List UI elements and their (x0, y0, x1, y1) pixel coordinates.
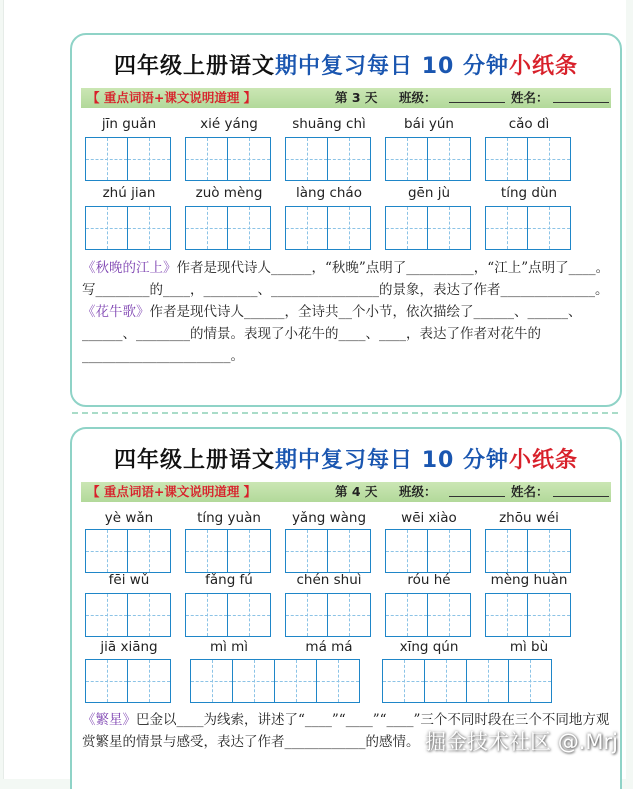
grid-cell[interactable] (286, 207, 328, 249)
grid-cell[interactable] (428, 138, 470, 180)
pinyin-label: má má (305, 639, 353, 655)
grid-cell[interactable] (228, 138, 270, 180)
title-grade: 四年级上册语文 (114, 54, 276, 79)
pinyin-label: yǎng wàng (291, 510, 367, 526)
grid-cell[interactable] (486, 138, 528, 180)
grid-cell[interactable] (86, 660, 128, 702)
pinyin-label: fēi wǔ (108, 572, 150, 588)
grid-cell[interactable] (386, 530, 428, 572)
pinyin-label: shuāng chì (292, 116, 366, 132)
card-title (72, 49, 620, 80)
writing-grid[interactable] (285, 593, 371, 637)
pinyin-label: jīn guǎn (101, 116, 157, 132)
grid-cell[interactable] (86, 207, 128, 249)
writing-grid[interactable] (485, 137, 571, 181)
grid-cell[interactable] (317, 660, 359, 702)
pinyin-label: wēi xiào (401, 510, 457, 526)
grid-cell[interactable] (386, 594, 428, 636)
title-note: 小纸条 (508, 448, 578, 473)
grid-cell[interactable] (86, 138, 128, 180)
grid-cell[interactable] (128, 530, 170, 572)
pinyin-label: gēn jù (407, 185, 451, 201)
banner-name-label: 姓名： (511, 484, 549, 499)
writing-grid[interactable] (185, 593, 271, 637)
writing-grid[interactable] (185, 137, 271, 181)
grid-cell[interactable] (486, 207, 528, 249)
name-blank[interactable] (553, 102, 609, 103)
writing-grid[interactable] (85, 206, 171, 250)
pinyin-label: tíng dùn (500, 185, 558, 201)
grid-cell[interactable] (428, 207, 470, 249)
writing-grid[interactable] (385, 137, 471, 181)
grid-cell[interactable] (128, 207, 170, 249)
grid-cell[interactable] (228, 594, 270, 636)
grid-cell[interactable] (286, 594, 328, 636)
grid-cell[interactable] (486, 594, 528, 636)
grid-cell[interactable] (509, 660, 551, 702)
card-banner (81, 88, 611, 108)
banner-tag: 【 重点词语+课文说明道理 】 (87, 484, 257, 499)
name-blank[interactable] (553, 496, 609, 497)
pinyin-label: fǎng fú (205, 572, 253, 588)
grid-cell[interactable] (528, 138, 570, 180)
grid-cell[interactable] (275, 660, 317, 702)
pinyin-label: bái yún (404, 116, 454, 132)
grid-cell[interactable] (425, 660, 467, 702)
writing-grid[interactable] (385, 529, 471, 573)
writing-grid[interactable] (485, 206, 571, 250)
grid-cell[interactable] (186, 530, 228, 572)
grid-cell[interactable] (228, 530, 270, 572)
writing-grid[interactable] (190, 659, 360, 703)
grid-cell[interactable] (328, 207, 370, 249)
class-blank[interactable] (449, 102, 505, 103)
writing-grid[interactable] (385, 593, 471, 637)
grid-cell[interactable] (128, 138, 170, 180)
grid-cell[interactable] (128, 660, 170, 702)
title-grade: 四年级上册语文 (114, 448, 276, 473)
grid-cell[interactable] (328, 594, 370, 636)
grid-cell[interactable] (86, 594, 128, 636)
writing-grid[interactable] (185, 529, 271, 573)
pinyin-label: zhú jian (102, 185, 156, 201)
grid-cell[interactable] (528, 594, 570, 636)
banner-name-label: 姓名： (511, 90, 549, 105)
writing-grid[interactable] (285, 206, 371, 250)
pinyin-label: cǎo dì (508, 116, 550, 132)
book-title: 《繁星》 (82, 712, 136, 728)
grid-cell[interactable] (186, 138, 228, 180)
grid-cell[interactable] (286, 138, 328, 180)
grid-cell[interactable] (328, 530, 370, 572)
writing-grid[interactable] (85, 659, 171, 703)
banner-class-label: 班级： (399, 90, 437, 105)
writing-grid[interactable] (285, 529, 371, 573)
grid-cell[interactable] (386, 207, 428, 249)
writing-grid[interactable] (85, 137, 171, 181)
writing-grid[interactable] (85, 529, 171, 573)
pinyin-label: róu hé (407, 572, 451, 588)
exercise-paragraph (82, 301, 612, 367)
writing-grid[interactable] (85, 593, 171, 637)
pinyin-label: mì bù (509, 639, 549, 655)
writing-grid[interactable] (485, 593, 571, 637)
writing-grid[interactable] (385, 206, 471, 250)
grid-cell[interactable] (383, 660, 425, 702)
grid-cell[interactable] (86, 530, 128, 572)
pinyin-label: làng cháo (296, 185, 362, 201)
grid-cell[interactable] (428, 530, 470, 572)
pinyin-label: mèng huàn (490, 572, 568, 588)
pinyin-label: tíng yuàn (197, 510, 261, 526)
banner-day: 第 4 天 (335, 484, 378, 499)
grid-cell[interactable] (386, 138, 428, 180)
title-note: 小纸条 (508, 54, 578, 79)
grid-cell[interactable] (528, 207, 570, 249)
grid-cell[interactable] (186, 594, 228, 636)
title-review: 期中复习每日 10 分钟 (275, 54, 509, 79)
book-title: 《花牛歌》 (82, 304, 150, 320)
writing-grid[interactable] (485, 529, 571, 573)
pinyin-label: mì mì (209, 639, 249, 655)
pinyin-label: jiā xiāng (100, 639, 158, 655)
banner-tag: 【 重点词语+课文说明道理 】 (87, 90, 257, 105)
grid-cell[interactable] (328, 138, 370, 180)
grid-cell[interactable] (286, 530, 328, 572)
grid-cell[interactable] (128, 594, 170, 636)
grid-cell[interactable] (486, 530, 528, 572)
grid-cell[interactable] (228, 207, 270, 249)
dashed-divider (72, 412, 618, 414)
exercise-text (82, 257, 612, 367)
card-title (72, 443, 620, 474)
banner-day: 第 3 天 (335, 90, 378, 105)
writing-grid[interactable] (285, 137, 371, 181)
title-review: 期中复习每日 10 分钟 (275, 448, 509, 473)
exercise-paragraph (82, 257, 612, 301)
card-banner (81, 482, 611, 502)
grid-cell[interactable] (191, 660, 233, 702)
grid-cell[interactable] (233, 660, 275, 702)
watermark: 掘金技术社区 @.Mrj (425, 730, 618, 754)
grid-cell[interactable] (186, 207, 228, 249)
pinyin-label: zhōu wéi (499, 510, 559, 526)
exercise-sentence: 作者是现代诗人______，全诗共__个小节，依次描绘了______、______、______、________的情景。表现了小花牛的____、____，表达了作者对花牛的______________________。 (82, 304, 582, 364)
grid-cell[interactable] (428, 594, 470, 636)
grid-cell[interactable] (467, 660, 509, 702)
pinyin-label: chén shuì (296, 572, 362, 588)
pinyin-label: zuò mèng (195, 185, 263, 201)
writing-grid[interactable] (382, 659, 552, 703)
book-title: 《秋晚的江上》 (82, 260, 177, 276)
class-blank[interactable] (449, 496, 505, 497)
grid-cell[interactable] (528, 530, 570, 572)
exercise-sentence: 巴金以____为线索，讲述了“____”“____”“____”三个不同时段在三个不同地方观赏繁星的情景与感受，表达了作者____________的感情。 (82, 712, 610, 750)
exercise-sentence: 作者是现代诗人______，“秋晚”点明了__________，“江上”点明了____。写________的____，________、________________的景象，表达了作者______________。 (82, 260, 610, 298)
daily-card-day-3 (70, 33, 622, 407)
writing-grid[interactable] (185, 206, 271, 250)
worksheet-page (3, 0, 626, 779)
pinyin-label: yè wǎn (104, 510, 154, 526)
pinyin-label: xié yáng (200, 116, 258, 132)
banner-class-label: 班级： (399, 484, 437, 499)
pinyin-label: xīng qún (399, 639, 459, 655)
